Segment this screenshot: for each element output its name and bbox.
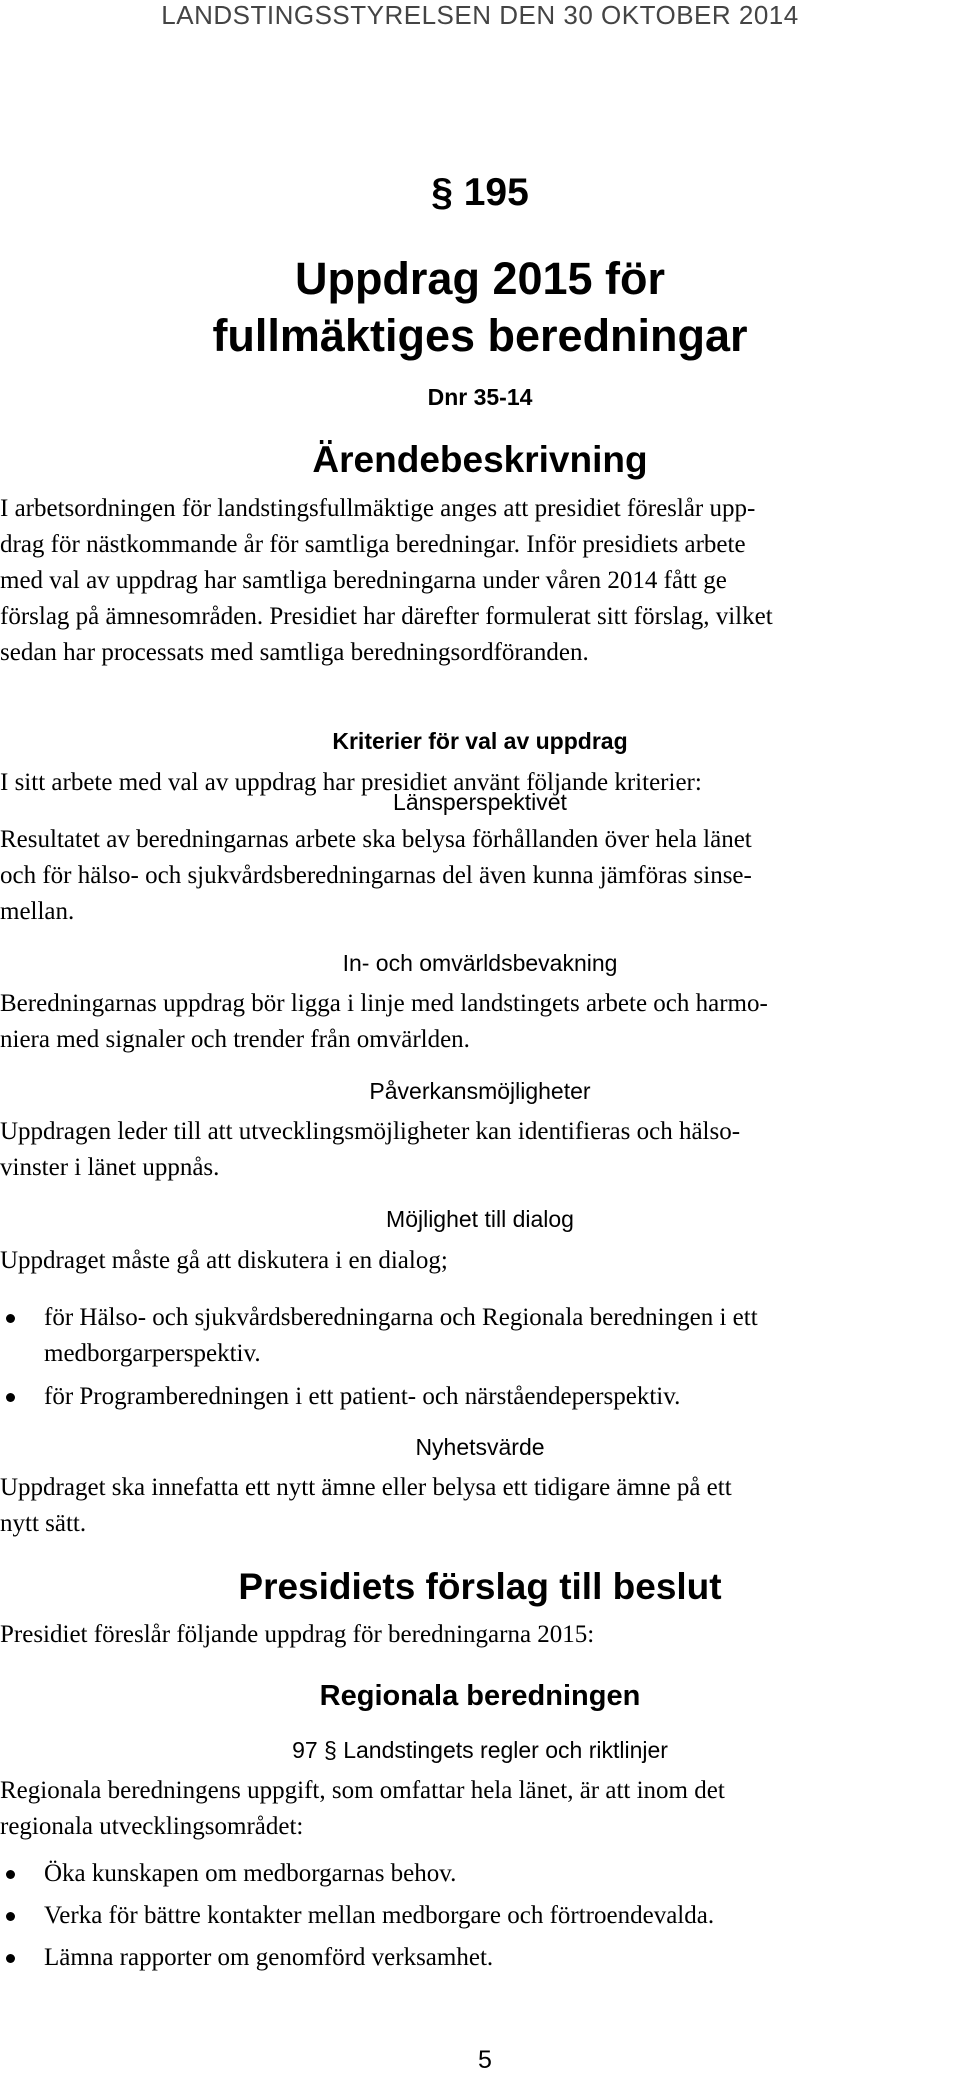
text-line: sedan har processats med samtliga beredningsordföranden. xyxy=(0,639,589,666)
text-line: Uppdraget måste gå att diskutera i en dialog; xyxy=(0,1247,448,1274)
subheading-regler-och-riktlinjer: 97 § Landstingets regler och riktlinjer xyxy=(292,1737,668,1763)
section-number: § 195 xyxy=(431,171,529,214)
text-line: drag för nästkommande år för samtliga beredningar. Inför presidiets arbete xyxy=(0,531,746,558)
text-line: nytt sätt. xyxy=(0,1510,87,1537)
paragraph-arendebeskrivning xyxy=(0,491,940,671)
heading-presidiets-forslag: Presidiets förslag till beslut xyxy=(238,1566,722,1607)
heading-kriterier: Kriterier för val av uppdrag xyxy=(332,728,628,754)
list-item-text xyxy=(44,1940,944,1976)
bullet-icon xyxy=(6,1912,15,1921)
diary-number: Dnr 35-14 xyxy=(427,384,533,410)
text-line: I arbetsordningen för landstingsfullmäktige anges att presidiet föreslår upp- xyxy=(0,495,756,522)
page-number: 5 xyxy=(478,2046,492,2074)
list-item-text xyxy=(44,1379,944,1415)
heading-omvarldsbevakning: In- och omvärldsbevakning xyxy=(342,950,618,976)
heading-nyhetsvarde: Nyhetsvärde xyxy=(415,1434,545,1460)
text-line: förslag på ämnesområden. Presidiet har därefter formulerat sitt förslag, vilket xyxy=(0,603,773,630)
text-line: Uppdragen leder till att utvecklingsmöjligheter kan identifieras och hälso- xyxy=(0,1118,741,1145)
text-line: vinster i länet uppnås. xyxy=(0,1154,220,1181)
paragraph-forslag-intro xyxy=(0,1617,940,1653)
paragraph-regionala-uppgift xyxy=(0,1773,940,1845)
heading-paverkansmojligheter: Påverkansmöjligheter xyxy=(369,1078,591,1104)
heading-arendebeskrivning: Ärendebeskrivning xyxy=(312,439,648,480)
paragraph-dialog-intro xyxy=(0,1243,940,1279)
paragraph-paverkansmojligheter xyxy=(0,1114,940,1186)
heading-mojlighet-till-dialog: Möjlighet till dialog xyxy=(386,1206,574,1232)
paragraph-nyhetsvarde xyxy=(0,1470,940,1542)
text-line: och för hälso- och sjukvårdsberedningarnas del även kunna jämföras sinse- xyxy=(0,862,752,889)
text-line: Resultatet av beredningarnas arbete ska belysa förhållanden över hela länet xyxy=(0,826,752,853)
text-line: Lämna rapporter om genomförd verksamhet. xyxy=(44,1944,494,1971)
text-line: Beredningarnas uppdrag bör ligga i linje med landstingets arbete och harmo- xyxy=(0,990,768,1017)
text-line: Presidiet föreslår följande uppdrag för beredningarna 2015: xyxy=(0,1621,595,1648)
text-line: niera med signaler och trender från omvärlden. xyxy=(0,1026,470,1053)
title-line-1: Uppdrag 2015 för xyxy=(294,253,666,304)
text-line: Öka kunskapen om medborgarnas behov. xyxy=(44,1860,457,1887)
list-item-text xyxy=(44,1300,944,1372)
text-line: för Programberedningen i ett patient- och närståendeperspektiv. xyxy=(44,1383,681,1410)
text-line: med val av uppdrag har samtliga beredningarna under våren 2014 fått ge xyxy=(0,567,727,594)
text-line: mellan. xyxy=(0,898,75,925)
bullet-icon xyxy=(6,1954,15,1963)
text-line: för Hälso- och sjukvårdsberedningarna och Regionala beredningen i ett xyxy=(44,1304,758,1331)
bullet-icon xyxy=(6,1393,15,1402)
list-item-text xyxy=(44,1856,944,1892)
text-line: Regionala beredningens uppgift, som omfattar hela länet, är att inom det xyxy=(0,1777,725,1804)
paragraph-lansperspektivet xyxy=(0,822,940,930)
heading-regionala-beredningen: Regionala beredningen xyxy=(319,1680,641,1712)
text-line: Verka för bättre kontakter mellan medborgare och förtroendevalda. xyxy=(44,1902,715,1929)
text-line: regionala utvecklingsområdet: xyxy=(0,1813,304,1840)
page-title xyxy=(0,250,960,364)
running-header: LANDSTINGSSTYRELSEN DEN 30 OKTOBER 2014 xyxy=(161,0,799,30)
text-line: I sitt arbete med val av uppdrag har presidiet använt följande kriterier: xyxy=(0,769,702,796)
paragraph-omvarldsbevakning xyxy=(0,986,940,1058)
heading-lansperspektivet-text: Länsperspektivet xyxy=(393,789,567,815)
bullet-icon xyxy=(6,1870,15,1879)
text-line: medborgarperspektiv. xyxy=(44,1340,261,1367)
bullet-icon xyxy=(6,1314,15,1323)
title-line-2: fullmäktiges beredningar xyxy=(212,310,748,361)
list-item-text xyxy=(44,1898,944,1934)
text-line: Uppdraget ska innefatta ett nytt ämne eller belysa ett tidigare ämne på ett xyxy=(0,1474,732,1501)
